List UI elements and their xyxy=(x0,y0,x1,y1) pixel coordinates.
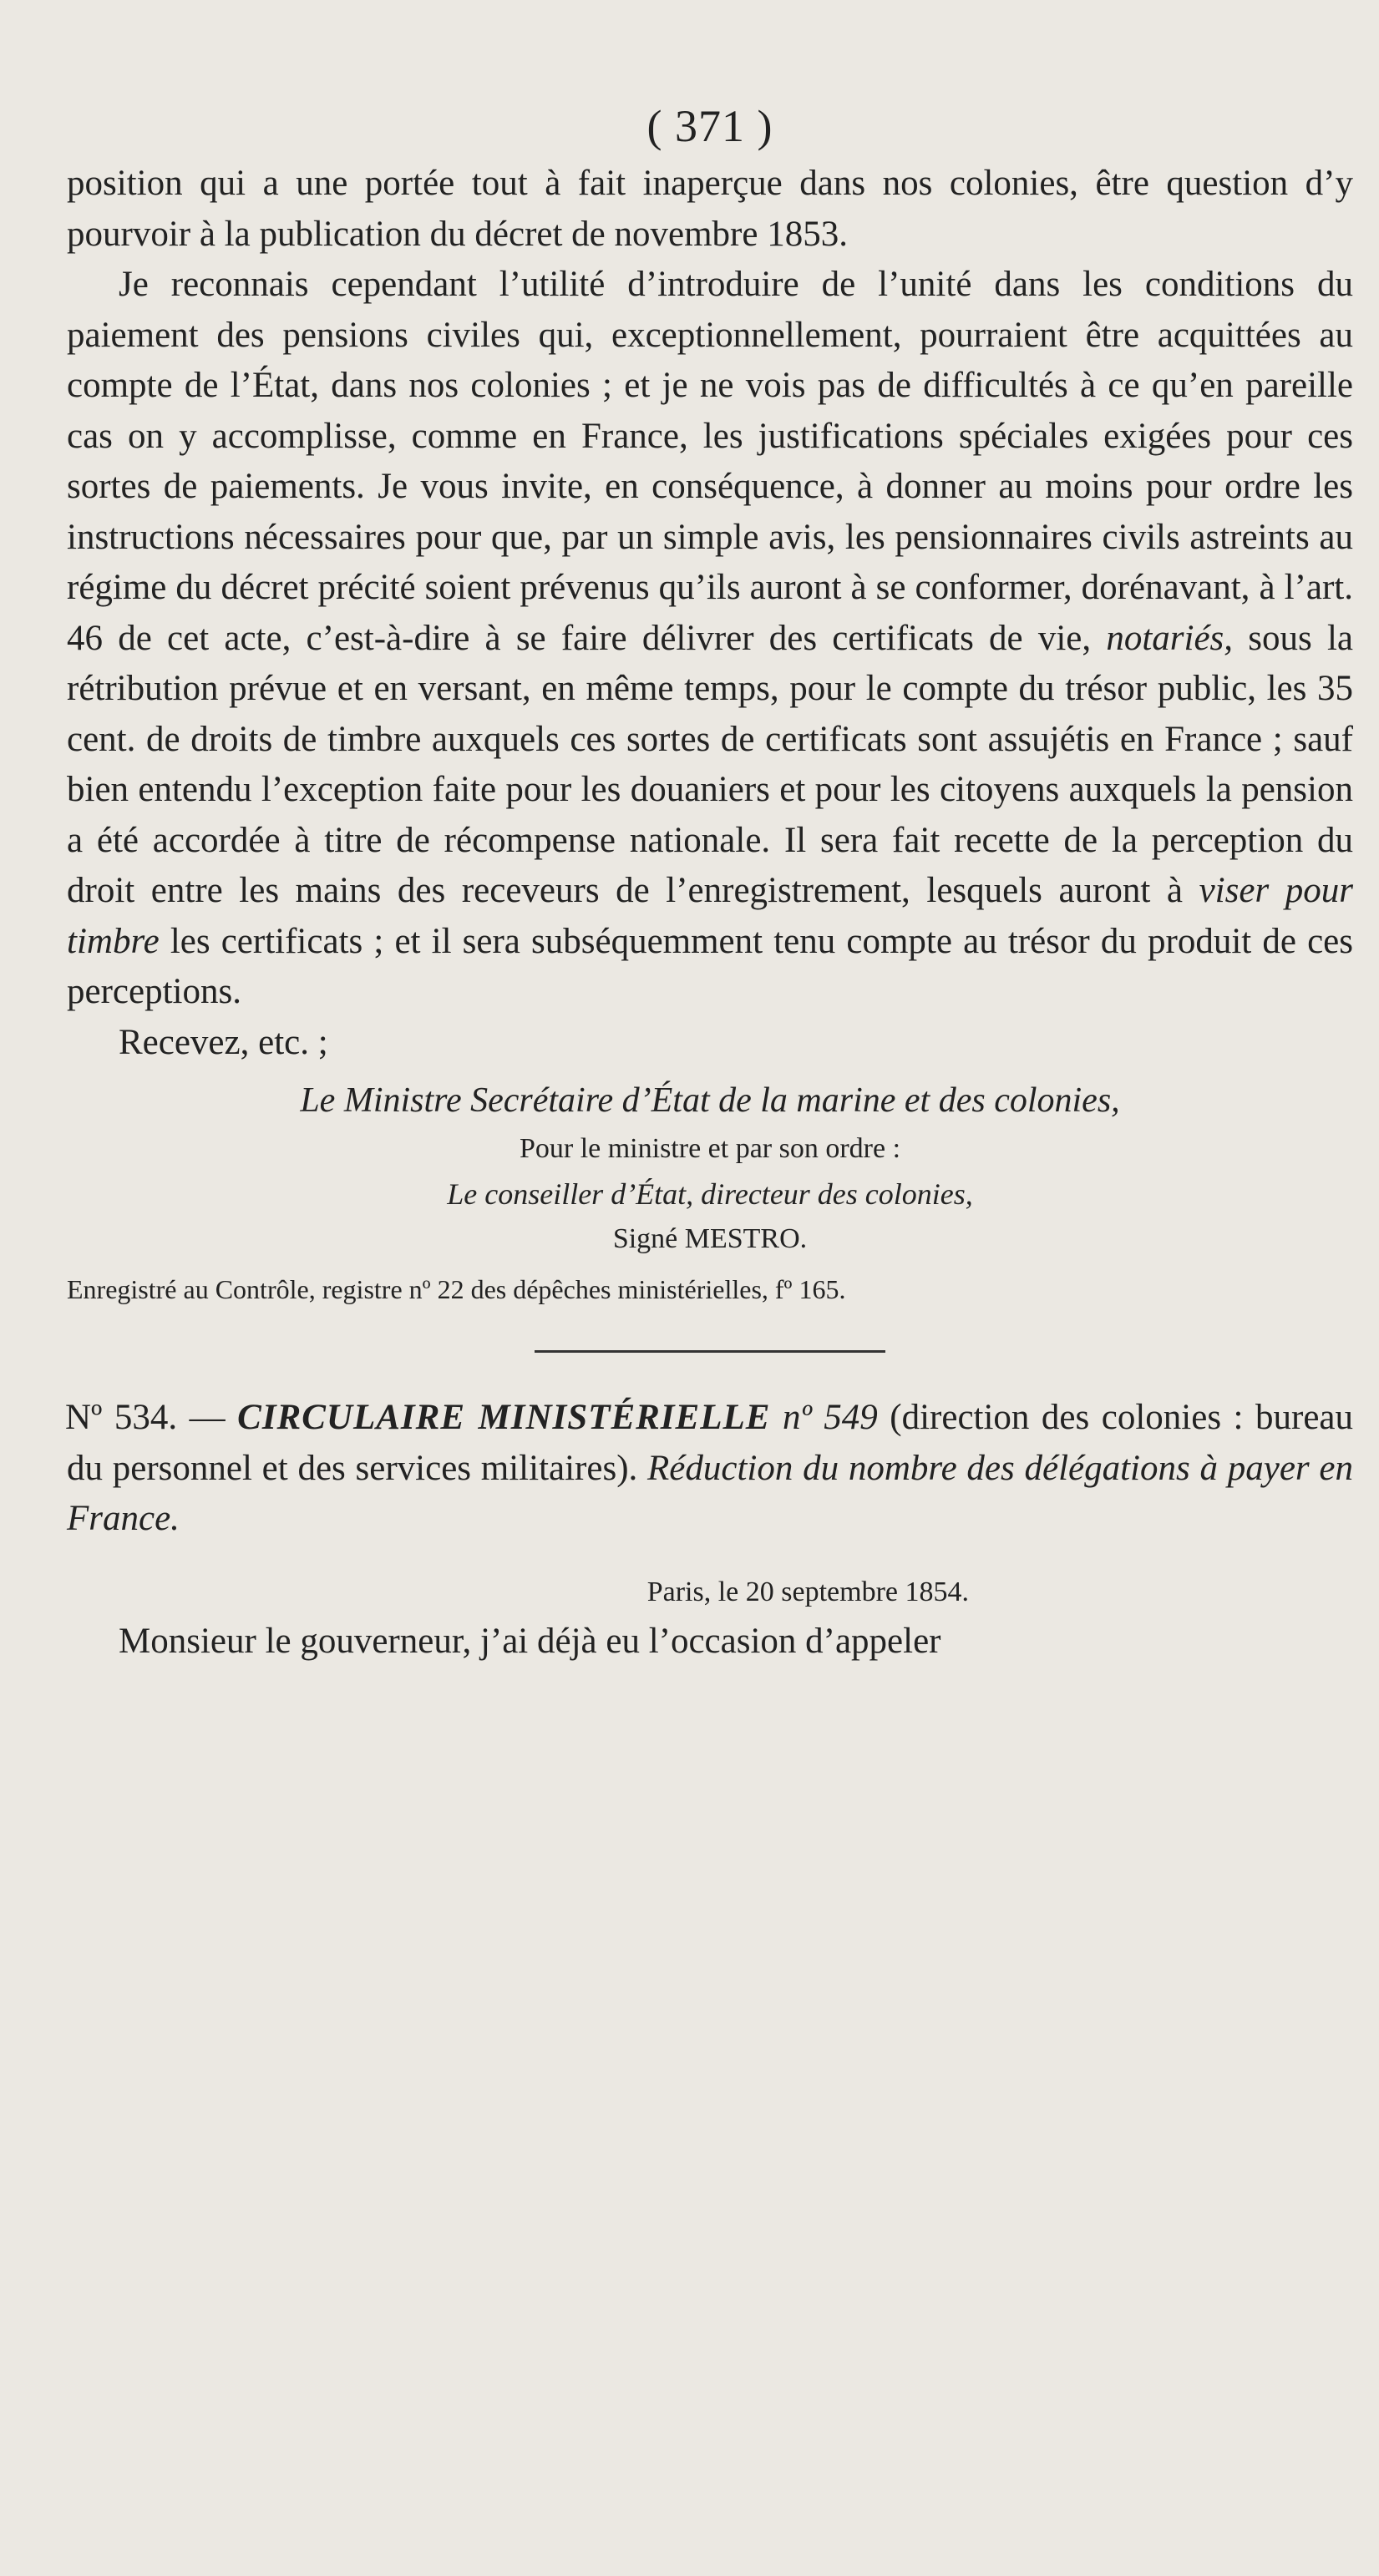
circular-number: Nº 534. — xyxy=(65,1398,238,1437)
signature-order: Pour le ministre et par son ordre : xyxy=(519,1133,901,1164)
dateline: Paris, le 20 septembre 1854. xyxy=(646,1576,969,1607)
notaries-emphasis: notariés, xyxy=(1106,618,1234,658)
paragraph-continuation: position qui a une portée tout à fait inaperçue dans nos colonies, être question d’y pourvoir à la publication du décret de novembre 1853. xyxy=(67,164,1353,254)
section-divider xyxy=(535,1350,885,1353)
signature-signed: Signé MESTRO. xyxy=(612,1223,808,1254)
circular-title: CIRCULAIRE MINISTÉRIELLE xyxy=(237,1398,771,1437)
paragraph-main-text-b: sous la rétribution prévue et en versant, en même temps, pour le compte du trésor public, les 35 cent. de droits de timbre auxquels ces sortes de certificats sont assujétis en France ; sauf bien entendu l’exception faite pour les douaniers et pour les citoyens auxquels la pension a été accordée à titre de récompense nationale. Il sera fait recette de la perception du droit entre les mains des receveurs de l’enregistrement, lesquels auront à xyxy=(67,618,1353,910)
signature-counselor: Le conseiller d’État, directeur des colonies, xyxy=(447,1177,973,1211)
registration-note: Enregistré au Contrôle, registre nº 22 des dépêches ministérielles, fº 165. xyxy=(67,1274,846,1304)
circular-subject: Réduction du nombre des délégations à payer en France. xyxy=(67,1448,1353,1538)
paragraph-salutation: Monsieur le gouverneur, j’ai déjà eu l’occasion d’appeler xyxy=(119,1621,941,1661)
circular-direction: (direction des colonies : bureau du personnel et des services militaires). xyxy=(67,1398,1353,1488)
document-page xyxy=(67,100,1353,1667)
stamp-emphasis: viser pour timbre xyxy=(67,871,1353,961)
paragraph-main-text-c: les certificats ; et il sera subséquemment tenu compte au trésor du produit de ces perceptions. xyxy=(67,921,1353,1011)
circular-title-number: nº 549 xyxy=(770,1398,878,1437)
page-number: ( 371 ) xyxy=(646,101,773,151)
paragraph-main-text-a: Je reconnais cependant l’utilité d’introduire de l’unité dans les conditions du paiement des pensions civiles qui, exceptionnellement, pourraient être acquittées au compte de l’État, dans nos colonies ; et je ne vois pas de difficultés à ce qu’en pareille cas on y accomplisse, comme en France, les justifications spéciales exigées pour ces sortes de paiements. Je vous invite, en conséquence, à donner au moins pour ordre les instructions nécessaires pour que, par un simple avis, les pensionnaires civils astreints au régime du décret précité soient prévenus qu’ils auront à se conformer, dorénavant, à l’art. 46 de cet acte, c’est-à-dire à se faire délivrer des certificats de vie, xyxy=(67,265,1353,658)
paragraph-closing-formula: Recevez, etc. ; xyxy=(119,1022,328,1062)
signature-minister: Le Ministre Secrétaire d’État de la marine et des colonies, xyxy=(300,1081,1120,1120)
circular-heading xyxy=(67,1393,1353,1545)
paragraph-main xyxy=(67,260,1353,1018)
